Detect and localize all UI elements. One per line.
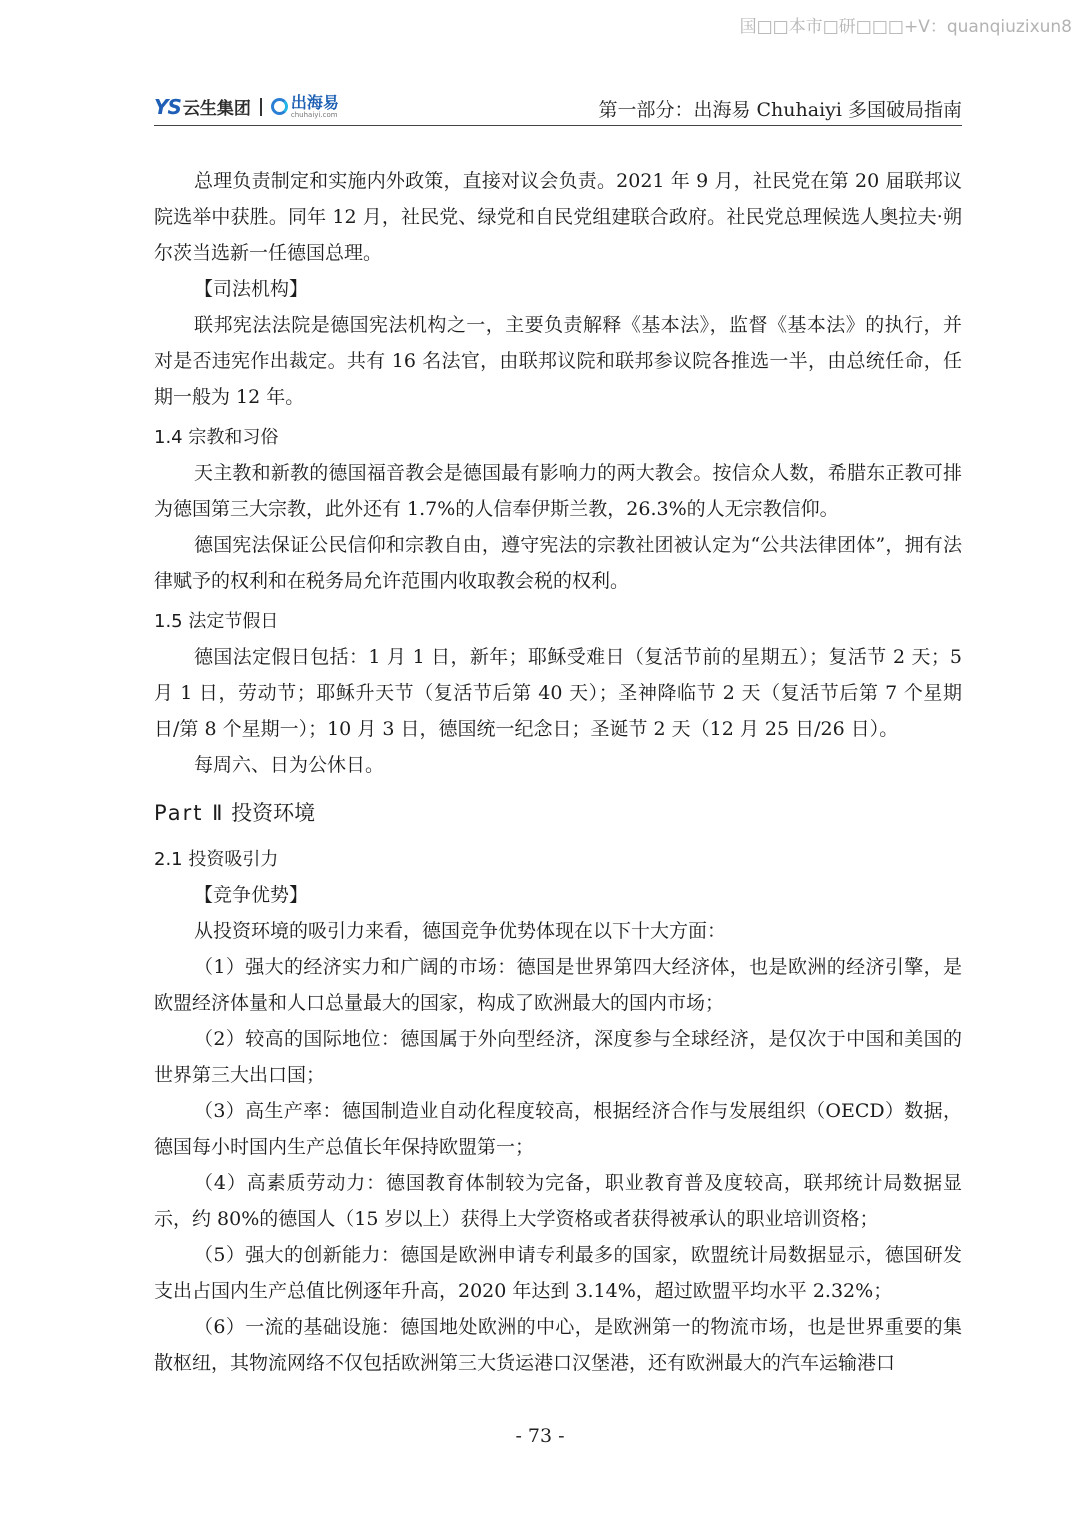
chuhaiyi-logo-icon bbox=[271, 98, 288, 115]
header-title: 第一部分：出海易 Chuhaiyi 多国破局指南 bbox=[598, 99, 962, 121]
paragraph-religious-freedom: 德国宪法保证公民信仰和宗教自由，遵守宪法的宗教社团被认定为“公共法律团体”，拥有法律赋予的权利和在税务局允许范围内收取教会税的权利。 bbox=[154, 534, 962, 592]
ys-logo-name: 云生集团 bbox=[182, 99, 251, 119]
page-number: - 73 - bbox=[515, 1425, 565, 1447]
paragraph-chancellor: 总理负责制定和实施内外政策，直接对议会负责。2021 年 9 月，社民党在第 20 届联邦议院选举中获胜。同年 12 月，社民党、绿党和自民党组建联合政府。社民党总理候选人奥拉夫·朔尔茨当选新一任德国总理。 bbox=[154, 170, 962, 264]
list-item: （5）强大的创新能力：德国是欧洲申请专利最多的国家，欧盟统计局数据显示，德国研发支出占国内生产总值比例逐年升高，2020 年达到 3.14%，超过欧盟平均水平 2.32%； bbox=[154, 1244, 962, 1302]
list-item: （2）较高的国际地位：德国属于外向型经济，深度参与全球经济，是仅次于中国和美国的世界第三大出口国； bbox=[154, 1028, 962, 1086]
part-label: Part Ⅱ bbox=[154, 801, 225, 825]
paragraph-churches: 天主教和新教的德国福音教会是德国最有影响力的两大教会。按信众人数，希腊东正教可排为德国第三大宗教，此外还有 1.7%的人信奉伊斯兰教，26.3%的人无宗教信仰。 bbox=[154, 462, 962, 520]
heading-religion: 1.4 宗教和习俗 bbox=[154, 427, 279, 448]
label-competitive-advantage: 【竞争优势】 bbox=[194, 884, 309, 906]
list-item: （4）高素质劳动力：德国教育体制较为完备，职业教育普及度较高，联邦统计局数据显示，约 80%的德国人（15 岁以上）获得上大学资格或者获得被承认的职业培训资格； bbox=[154, 1172, 962, 1230]
list-item: （1）强大的经济实力和广阔的市场：德国是世界第四大经济体，也是欧洲的经济引擎，是欧盟经济体量和人口总量最大的国家，构成了欧洲最大的国内市场； bbox=[154, 956, 962, 1014]
paragraph-advantages-intro: 从投资环境的吸引力来看，德国竞争优势体现在以下十大方面： bbox=[194, 920, 727, 942]
page-header bbox=[154, 90, 962, 128]
page-body bbox=[154, 163, 962, 1381]
paragraph-weekend: 每周六、日为公休日。 bbox=[194, 754, 385, 776]
heading-investment-attraction: 2.1 投资吸引力 bbox=[154, 849, 279, 870]
logo-divider bbox=[260, 98, 262, 116]
heading-holidays: 1.5 法定节假日 bbox=[154, 611, 279, 632]
watermark: 国□□本市□研□□□+V：quanqiuzixun8 bbox=[739, 17, 1072, 37]
list-item: （3）高生产率：德国制造业自动化程度较高，根据经济合作与发展组织（OECD）数据，德国每小时国内生产总值长年保持欧盟第一； bbox=[154, 1100, 962, 1158]
paragraph-holidays: 德国法定假日包括：1 月 1 日，新年；耶稣受难日（复活节前的星期五）；复活节 2 天；5 月 1 日，劳动节；耶稣升天节（复活节后第 40 天）；圣神降临节 2 天（复活节后第 7 个星期日/第 8 个星期一）；10 月 3 日，德国统一纪念日；圣诞节 2 天（12 月 25 日/26 日）。 bbox=[154, 646, 962, 740]
chuhaiyi-logo-name: 出海易 bbox=[290, 92, 339, 112]
chuhaiyi-logo bbox=[290, 92, 339, 119]
header-logos bbox=[154, 94, 339, 119]
part-title: 投资环境 bbox=[231, 801, 316, 825]
heading-part-2 bbox=[154, 793, 962, 833]
list-item: （6）一流的基础设施：德国地处欧洲的中心，是欧洲第一的物流市场，也是世界重要的集散枢纽，其物流网络不仅包括欧洲第三大货运港口汉堡港，还有欧洲最大的汽车运输港口 bbox=[154, 1316, 962, 1374]
header-divider bbox=[154, 125, 962, 126]
ys-logo-mark: YS bbox=[154, 94, 181, 119]
chuhaiyi-logo-url: chuhaiyi.com bbox=[290, 110, 338, 119]
label-judicial: 【司法机构】 bbox=[194, 278, 309, 300]
paragraph-constitutional-court: 联邦宪法法院是德国宪法机构之一，主要负责解释《基本法》，监督《基本法》的执行，并对是否违宪作出裁定。共有 16 名法官，由联邦议院和联邦参议院各推选一半，由总统任命，任期一般为 12 年。 bbox=[154, 314, 962, 408]
